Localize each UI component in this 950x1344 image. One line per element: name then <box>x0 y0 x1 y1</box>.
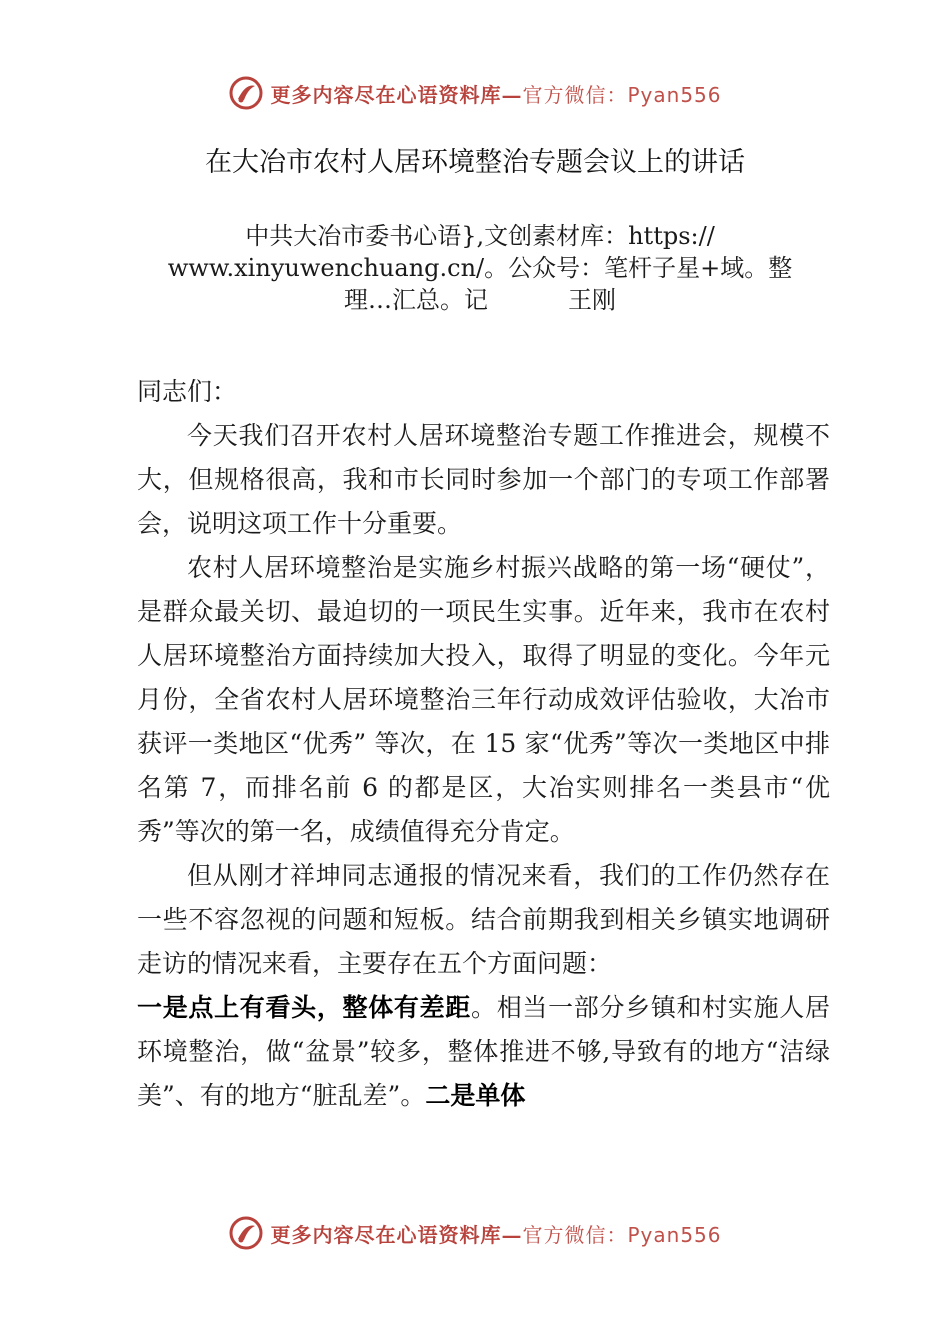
paragraph: 今天我们召开农村人居环境整治专题工作推进会，规模不大，但规格很高，我和市长同时参加一个部门的专项工作部署会，说明这项工作十分重要。 <box>137 421 830 538</box>
footer-watermark-banner <box>0 1208 950 1258</box>
speech-body <box>137 370 830 1118</box>
logo-icon <box>228 75 264 111</box>
logo-icon <box>228 1215 264 1251</box>
author-block <box>140 220 820 316</box>
author-line: 理…汇总。记 王刚 <box>344 286 616 314</box>
author-line: www.xinyuwenchuang.cn/。公众号：笔杆子星+域。整 <box>167 254 793 282</box>
watermark-text: 更多内容尽在心语资料库—官方微信：Pyan556 <box>270 82 722 107</box>
bold-heading: 一是点上有看头，整体有差距 <box>137 993 471 1022</box>
paragraph: 一是点上有看头，整体有差距。相当一部分乡镇和村实施人居环境整治，做“盆景”较多，整体推进不够,导致有的地方“洁绿美”、有的地方“脏乱差”。二是单体 <box>137 993 830 1110</box>
watermark-text: 更多内容尽在心语资料库—官方微信：Pyan556 <box>270 1222 722 1247</box>
salutation: 同志们： <box>137 377 238 406</box>
bold-heading: 二是单体 <box>425 1081 526 1110</box>
page-title: 在大冶市农村人居环境整治专题会议上的讲话 <box>205 147 745 178</box>
paragraph: 农村人居环境整治是实施乡村振兴战略的第一场“硬仗”，是群众最关切、最迫切的一项民生实事。近年来，我市在农村人居环境整治方面持续加大投入，取得了明显的变化。今年元月份，全省农村人居环境整治三年行动成效评估验收，大冶市获评一类地区“优秀” 等次，在 15 家“优秀”等次一类地区中排名第 7，而排名前 6 的都是区，大冶实则排名一类县市“优秀”等次的第一名，成绩值得充分肯定。 <box>137 553 830 846</box>
author-line: 中共大冶市委书心语},文创素材库：https:// <box>245 222 715 250</box>
paragraph: 但从刚才祥坤同志通报的情况来看，我们的工作仍然存在一些不容忽视的问题和短板。结合前期我到相关乡镇实地调研走访的情况来看，主要存在五个方面问题： <box>137 861 830 978</box>
header-watermark-banner <box>0 68 950 118</box>
